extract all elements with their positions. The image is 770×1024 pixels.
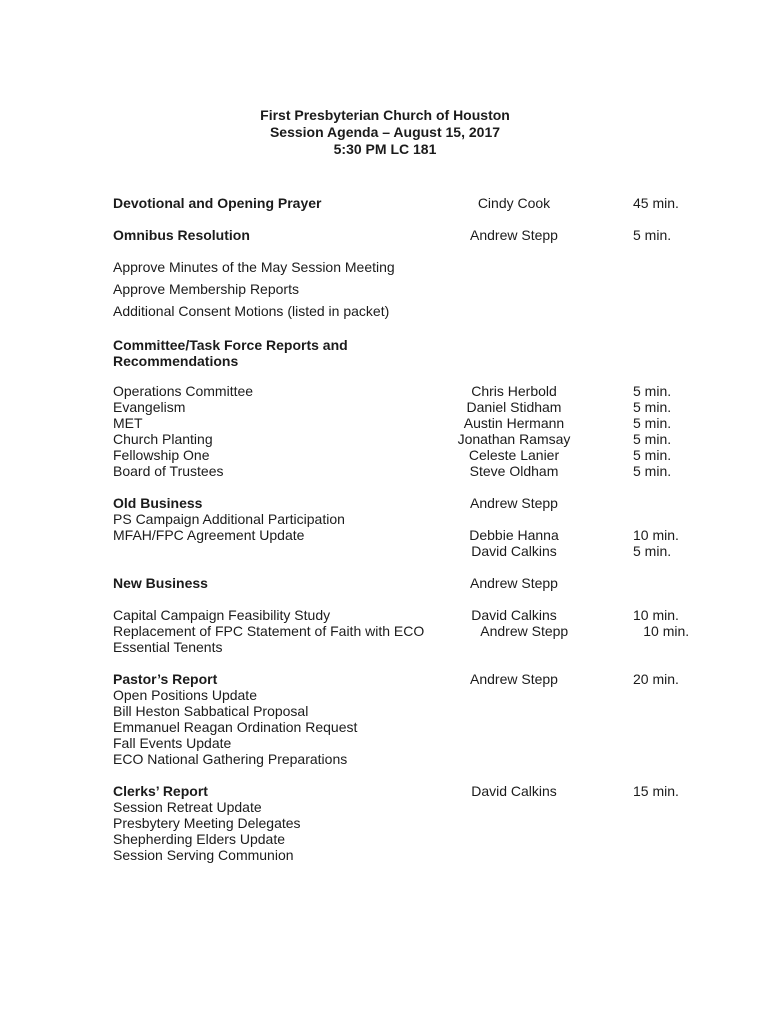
presenter-name: Andrew Stepp	[470, 671, 558, 687]
agenda-item-text: Bill Heston Sabbatical Proposal	[113, 703, 309, 719]
document-time-location: 5:30 PM LC 181	[333, 141, 437, 157]
agenda-row	[113, 575, 753, 591]
agenda-section-heading: Recommendations	[113, 353, 239, 369]
agenda-row	[113, 259, 753, 275]
agenda-row	[113, 511, 753, 527]
agenda-item-text: Capital Campaign Feasibility Study	[113, 607, 331, 623]
agenda-item-text: Approve Membership Reports	[113, 281, 299, 297]
agenda-item-text: Replacement of FPC Statement of Faith with ECO	[113, 623, 425, 639]
agenda-row	[113, 415, 753, 431]
agenda-item-text: Board of Trustees	[113, 463, 224, 479]
presenter-name: Chris Herbold	[471, 383, 557, 399]
agenda-row	[113, 383, 753, 399]
presenter-name: David Calkins	[471, 543, 557, 559]
agenda-row	[113, 735, 753, 751]
agenda-row	[113, 799, 753, 815]
presenter-name: Celeste Lanier	[468, 447, 560, 463]
agenda-row	[113, 831, 753, 847]
duration-label: 15 min.	[633, 783, 679, 799]
presenter-name: David Calkins	[471, 783, 557, 799]
duration-label: 20 min.	[633, 671, 679, 687]
presenter-name: Daniel Stidham	[466, 399, 562, 415]
presenter-name: Andrew Stepp	[480, 623, 569, 639]
agenda-item-text: MFAH/FPC Agreement Update	[113, 527, 305, 543]
presenter-name: Debbie Hanna	[469, 527, 559, 543]
agenda-item-text: Session Retreat Update	[113, 799, 262, 815]
agenda-row	[113, 623, 753, 639]
agenda-item-text: Operations Committee	[113, 383, 254, 399]
agenda-item-text: Presbytery Meeting Delegates	[113, 815, 301, 831]
duration-label: 5 min.	[633, 383, 672, 399]
duration-label: 5 min.	[633, 431, 672, 447]
agenda-row	[113, 281, 753, 297]
duration-label: 5 min.	[633, 415, 672, 431]
agenda-item-text: Approve Minutes of the May Session Meeting	[113, 259, 395, 275]
agenda-section-heading: Clerks’ Report	[113, 783, 208, 799]
agenda-row	[113, 399, 753, 415]
agenda-item-text: PS Campaign Additional Participation	[113, 511, 345, 527]
agenda-row	[113, 353, 753, 369]
duration-label: 5 min.	[633, 447, 672, 463]
agenda-row	[113, 447, 753, 463]
duration-label: 45 min.	[633, 195, 679, 211]
agenda-row	[113, 337, 753, 353]
agenda-row	[113, 303, 753, 319]
document-title: First Presbyterian Church of Houston	[260, 107, 510, 123]
duration-label: 10 min.	[643, 623, 690, 639]
agenda-row	[113, 195, 753, 211]
duration-label: 5 min.	[633, 399, 672, 415]
agenda-item-text: Emmanuel Reagan Ordination Request	[113, 719, 358, 735]
agenda-row	[113, 639, 753, 655]
agenda-row	[113, 703, 753, 719]
agenda-row	[113, 751, 753, 767]
presenter-name: Andrew Stepp	[470, 227, 558, 243]
agenda-section-heading: New Business	[113, 575, 208, 591]
agenda-section-heading: Old Business	[113, 495, 203, 511]
agenda-row	[113, 671, 753, 687]
agenda-row	[113, 227, 753, 243]
agenda-item-title: Devotional and Opening Prayer	[113, 195, 322, 211]
agenda-item-text: Essential Tenents	[113, 639, 223, 655]
agenda-row	[113, 543, 753, 559]
agenda-section-heading: Pastor’s Report	[113, 671, 218, 687]
duration-label: 5 min.	[633, 227, 672, 243]
document-subtitle: Session Agenda – August 15, 2017	[269, 124, 501, 140]
agenda-row	[113, 783, 753, 799]
agenda-row	[113, 687, 753, 703]
agenda-item-title: Omnibus Resolution	[113, 227, 250, 243]
agenda-row	[113, 847, 753, 863]
presenter-name: Andrew Stepp	[470, 495, 558, 511]
agenda-row	[113, 431, 753, 447]
agenda-item-text: Session Serving Communion	[113, 847, 294, 863]
agenda-item-text: Evangelism	[113, 399, 186, 415]
agenda-item-text: Open Positions Update	[113, 687, 257, 703]
agenda-section-heading: Committee/Task Force Reports and	[113, 337, 348, 353]
agenda-row	[113, 527, 753, 543]
presenter-name: Steve Oldham	[469, 463, 559, 479]
agenda-item-text: Additional Consent Motions (listed in packet)	[113, 303, 390, 319]
document-header	[0, 107, 770, 158]
agenda-row	[113, 607, 753, 623]
duration-label: 10 min.	[633, 607, 679, 623]
agenda-item-text: Fellowship One	[113, 447, 210, 463]
agenda-item-text: ECO National Gathering Preparations	[113, 751, 348, 767]
agenda-item-text: Shepherding Elders Update	[113, 831, 286, 847]
presenter-name: Cindy Cook	[477, 195, 551, 211]
presenter-name: David Calkins	[471, 607, 557, 623]
agenda-row	[113, 463, 753, 479]
presenter-name: Andrew Stepp	[470, 575, 558, 591]
duration-label: 5 min.	[633, 543, 672, 559]
presenter-name: Austin Hermann	[463, 415, 565, 431]
agenda-item-text: Fall Events Update	[113, 735, 232, 751]
duration-label: 5 min.	[633, 463, 672, 479]
presenter-name: Jonathan Ramsay	[457, 431, 571, 447]
agenda-item-text: MET	[113, 415, 143, 431]
duration-label: 10 min.	[633, 527, 679, 543]
agenda-row	[113, 815, 753, 831]
agenda-row	[113, 719, 753, 735]
agenda-item-text: Church Planting	[113, 431, 213, 447]
agenda-row	[113, 495, 753, 511]
agenda-body	[113, 195, 753, 863]
